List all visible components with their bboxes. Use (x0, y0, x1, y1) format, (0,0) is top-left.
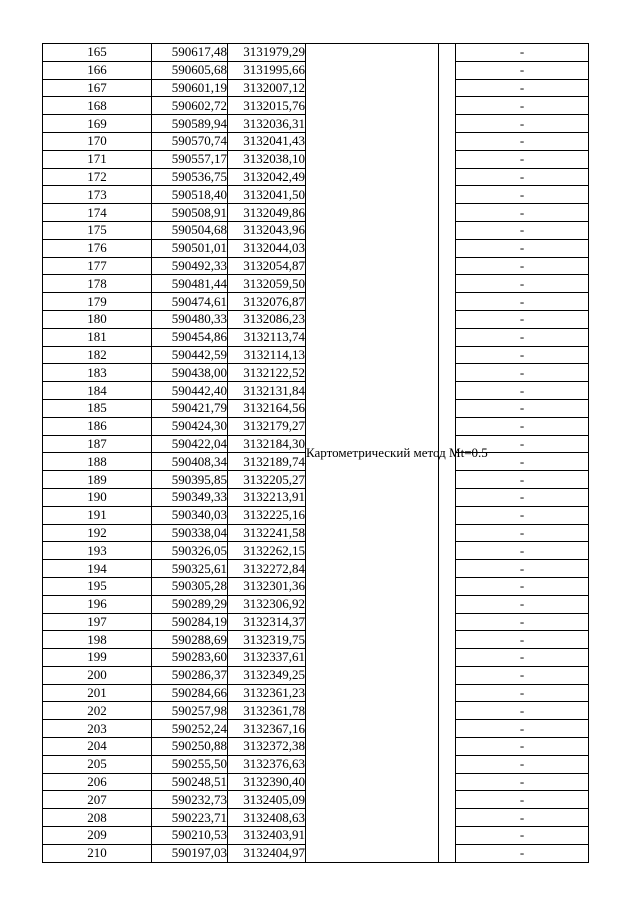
point-number: 171 (43, 150, 152, 168)
coord-x: 590284,19 (152, 613, 228, 631)
accuracy-value: - (456, 791, 589, 809)
coord-x: 590454,86 (152, 328, 228, 346)
coord-x: 590283,60 (152, 649, 228, 667)
accuracy-value: - (456, 827, 589, 845)
accuracy-value: - (456, 382, 589, 400)
coord-y: 3132225,16 (228, 506, 306, 524)
point-number: 178 (43, 275, 152, 293)
coord-x: 590289,29 (152, 595, 228, 613)
point-number: 167 (43, 79, 152, 97)
coord-y: 3132179,27 (228, 417, 306, 435)
point-number: 183 (43, 364, 152, 382)
accuracy-value: - (456, 364, 589, 382)
accuracy-value: - (456, 417, 589, 435)
point-number: 181 (43, 328, 152, 346)
coord-y: 3132349,25 (228, 666, 306, 684)
coord-y: 3132205,27 (228, 471, 306, 489)
point-number: 169 (43, 115, 152, 133)
coord-x: 590536,75 (152, 168, 228, 186)
accuracy-value: - (456, 560, 589, 578)
accuracy-value: - (456, 488, 589, 506)
coord-x: 590255,50 (152, 755, 228, 773)
accuracy-value: - (456, 524, 589, 542)
accuracy-value: - (456, 684, 589, 702)
point-number: 188 (43, 453, 152, 471)
coord-y: 3132213,91 (228, 488, 306, 506)
point-number: 197 (43, 613, 152, 631)
coord-x: 590474,61 (152, 293, 228, 311)
accuracy-value: - (456, 346, 589, 364)
accuracy-value: - (456, 115, 589, 133)
point-number: 174 (43, 204, 152, 222)
coord-y: 3132262,15 (228, 542, 306, 560)
coord-x: 590481,44 (152, 275, 228, 293)
coord-x: 590442,59 (152, 346, 228, 364)
coord-x: 590480,33 (152, 310, 228, 328)
point-number: 202 (43, 702, 152, 720)
point-number: 210 (43, 844, 152, 862)
coord-y: 3132367,16 (228, 720, 306, 738)
coord-x: 590508,91 (152, 204, 228, 222)
coord-y: 3132036,31 (228, 115, 306, 133)
point-number: 182 (43, 346, 152, 364)
coord-y: 3132076,87 (228, 293, 306, 311)
coord-x: 590340,03 (152, 506, 228, 524)
point-number: 194 (43, 560, 152, 578)
coord-x: 590408,34 (152, 453, 228, 471)
coord-x: 590602,72 (152, 97, 228, 115)
point-number: 209 (43, 827, 152, 845)
coord-x: 590349,33 (152, 488, 228, 506)
coord-y: 3132042,49 (228, 168, 306, 186)
accuracy-value: - (456, 221, 589, 239)
accuracy-value: - (456, 150, 589, 168)
accuracy-value: - (456, 720, 589, 738)
accuracy-value: - (456, 204, 589, 222)
coord-x: 590248,51 (152, 773, 228, 791)
coord-x: 590601,19 (152, 79, 228, 97)
point-number: 193 (43, 542, 152, 560)
coord-y: 3132007,12 (228, 79, 306, 97)
accuracy-value: - (456, 399, 589, 417)
coord-x: 590197,03 (152, 844, 228, 862)
point-number: 195 (43, 577, 152, 595)
accuracy-value: - (456, 275, 589, 293)
coord-y: 3132241,58 (228, 524, 306, 542)
point-number: 201 (43, 684, 152, 702)
accuracy-value: - (456, 44, 589, 62)
coord-y: 3132337,61 (228, 649, 306, 667)
coord-y: 3132015,76 (228, 97, 306, 115)
point-number: 186 (43, 417, 152, 435)
point-number: 200 (43, 666, 152, 684)
coord-y: 3132403,91 (228, 827, 306, 845)
coord-x: 590210,53 (152, 827, 228, 845)
point-number: 192 (43, 524, 152, 542)
accuracy-value: - (456, 809, 589, 827)
point-number: 176 (43, 239, 152, 257)
point-number: 204 (43, 738, 152, 756)
point-number: 187 (43, 435, 152, 453)
coord-y: 3132038,10 (228, 150, 306, 168)
coord-y: 3132041,43 (228, 132, 306, 150)
accuracy-value: - (456, 577, 589, 595)
coord-x: 590286,37 (152, 666, 228, 684)
accuracy-value: - (456, 738, 589, 756)
coord-x: 590518,40 (152, 186, 228, 204)
point-number: 189 (43, 471, 152, 489)
coord-x: 590589,94 (152, 115, 228, 133)
coord-x: 590326,05 (152, 542, 228, 560)
coord-x: 590284,66 (152, 684, 228, 702)
coord-x: 590325,61 (152, 560, 228, 578)
point-number: 170 (43, 132, 152, 150)
point-number: 196 (43, 595, 152, 613)
coord-x: 590257,98 (152, 702, 228, 720)
coord-y: 3131995,66 (228, 61, 306, 79)
coord-x: 590395,85 (152, 471, 228, 489)
point-number: 190 (43, 488, 152, 506)
accuracy-value: - (456, 773, 589, 791)
coord-y: 3132361,23 (228, 684, 306, 702)
coord-y: 3132408,63 (228, 809, 306, 827)
coord-x: 590438,00 (152, 364, 228, 382)
accuracy-value: - (456, 79, 589, 97)
coord-x: 590442,40 (152, 382, 228, 400)
accuracy-value: - (456, 132, 589, 150)
accuracy-value: - (456, 542, 589, 560)
table-row (43, 44, 589, 62)
accuracy-value: - (456, 435, 589, 453)
coord-x: 590504,68 (152, 221, 228, 239)
coord-x: 590421,79 (152, 399, 228, 417)
coord-y: 3132314,37 (228, 613, 306, 631)
accuracy-value: - (456, 186, 589, 204)
point-number: 185 (43, 399, 152, 417)
accuracy-value: - (456, 471, 589, 489)
coord-x: 590223,71 (152, 809, 228, 827)
accuracy-value: - (456, 328, 589, 346)
accuracy-value: - (456, 666, 589, 684)
method-cell: Картометрический метод Mt=0.5 (306, 44, 439, 863)
accuracy-value: - (456, 168, 589, 186)
coord-x: 590338,04 (152, 524, 228, 542)
point-number: 166 (43, 61, 152, 79)
coord-y: 3132041,50 (228, 186, 306, 204)
point-number: 207 (43, 791, 152, 809)
point-number: 206 (43, 773, 152, 791)
point-number: 191 (43, 506, 152, 524)
coord-y: 3132043,96 (228, 221, 306, 239)
coord-y: 3132086,23 (228, 310, 306, 328)
coord-y: 3132390,40 (228, 773, 306, 791)
coord-y: 3132131,84 (228, 382, 306, 400)
point-number: 180 (43, 310, 152, 328)
coord-x: 590252,24 (152, 720, 228, 738)
coord-x: 590422,04 (152, 435, 228, 453)
point-number: 175 (43, 221, 152, 239)
point-number: 177 (43, 257, 152, 275)
coordinates-table (42, 43, 589, 863)
point-number: 199 (43, 649, 152, 667)
coord-y: 3132272,84 (228, 560, 306, 578)
point-number: 203 (43, 720, 152, 738)
accuracy-value: - (456, 97, 589, 115)
coord-y: 3132319,75 (228, 631, 306, 649)
coord-x: 590288,69 (152, 631, 228, 649)
coord-y: 3132404,97 (228, 844, 306, 862)
point-number: 205 (43, 755, 152, 773)
point-number: 179 (43, 293, 152, 311)
coord-y: 3132372,38 (228, 738, 306, 756)
coord-y: 3132113,74 (228, 328, 306, 346)
coord-y: 3132376,63 (228, 755, 306, 773)
coord-y: 3132189,74 (228, 453, 306, 471)
accuracy-value: - (456, 257, 589, 275)
table-body (43, 44, 589, 863)
coord-x: 590570,74 (152, 132, 228, 150)
accuracy-value: - (456, 239, 589, 257)
coord-y: 3132405,09 (228, 791, 306, 809)
point-number: 165 (43, 44, 152, 62)
coord-y: 3132164,56 (228, 399, 306, 417)
coord-y: 3132059,50 (228, 275, 306, 293)
point-number: 198 (43, 631, 152, 649)
coord-x: 590232,73 (152, 791, 228, 809)
accuracy-value: - (456, 61, 589, 79)
coord-x: 590305,28 (152, 577, 228, 595)
accuracy-value: - (456, 293, 589, 311)
coord-x: 590501,01 (152, 239, 228, 257)
accuracy-value: - (456, 702, 589, 720)
point-number: 168 (43, 97, 152, 115)
accuracy-value: - (456, 453, 589, 471)
accuracy-value: - (456, 649, 589, 667)
coord-x: 590250,88 (152, 738, 228, 756)
coord-x: 590605,68 (152, 61, 228, 79)
point-number: 184 (43, 382, 152, 400)
coord-y: 3132122,52 (228, 364, 306, 382)
coord-y: 3132184,30 (228, 435, 306, 453)
accuracy-value: - (456, 506, 589, 524)
accuracy-value: - (456, 613, 589, 631)
point-number: 173 (43, 186, 152, 204)
coord-y: 3132054,87 (228, 257, 306, 275)
point-number: 172 (43, 168, 152, 186)
accuracy-value: - (456, 310, 589, 328)
coord-y: 3132301,36 (228, 577, 306, 595)
coord-y: 3132306,92 (228, 595, 306, 613)
accuracy-value: - (456, 631, 589, 649)
point-number: 208 (43, 809, 152, 827)
accuracy-value: - (456, 595, 589, 613)
coord-x: 590617,48 (152, 44, 228, 62)
coord-x: 590557,17 (152, 150, 228, 168)
coord-y: 3131979,29 (228, 44, 306, 62)
coord-x: 590492,33 (152, 257, 228, 275)
coord-y: 3132044,03 (228, 239, 306, 257)
coord-y: 3132114,13 (228, 346, 306, 364)
accuracy-value: - (456, 755, 589, 773)
coord-y: 3132049,86 (228, 204, 306, 222)
accuracy-value: - (456, 844, 589, 862)
coord-y: 3132361,78 (228, 702, 306, 720)
coord-x: 590424,30 (152, 417, 228, 435)
